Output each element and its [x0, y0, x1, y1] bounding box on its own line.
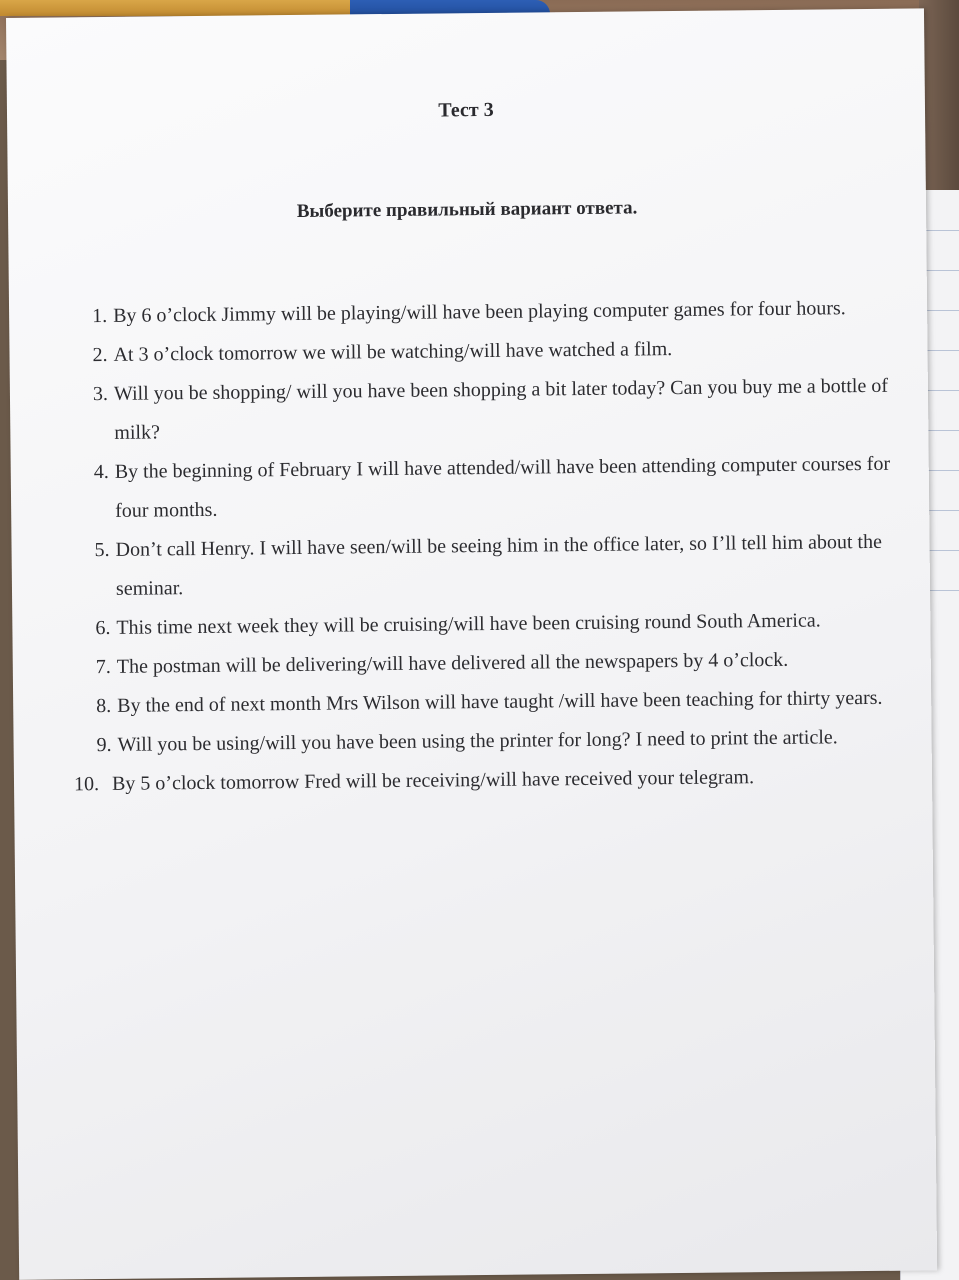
question-text: At 3 o’clock tomorrow we will be watching/will have watched a film.: [113, 338, 673, 366]
question-number: 8.: [96, 694, 112, 718]
question-list: [69, 289, 914, 805]
question-item: [71, 523, 912, 610]
pencil: [0, 0, 360, 16]
question-number: 3.: [92, 382, 109, 406]
question-item: [70, 367, 911, 454]
question-text: By the beginning of February I will have attended/will have been attending computer courses for four months.: [114, 452, 891, 522]
question-text: By the end of next month Mrs Wilson will have taught /will have been teaching for thirty years.: [117, 686, 883, 717]
question-number: 2.: [92, 343, 108, 367]
question-number: 9.: [96, 733, 112, 757]
question-number: 6.: [95, 616, 111, 640]
instruction: Выберите правильный вариант ответа.: [296, 197, 638, 222]
question-item: [74, 757, 914, 805]
question-text: The postman will be delivering/will have delivered all the newspapers by 4 o’clock.: [116, 648, 789, 678]
question-number: 4.: [93, 460, 109, 484]
question-number: 5.: [94, 538, 110, 562]
question-number: 7.: [95, 655, 111, 679]
question-text: By 6 o’clock Jimmy will be playing/will have been playing computer games for four hours.: [113, 297, 846, 327]
question-text: Don’t call Henry. I will have seen/will be seeing him in the office later, so I’ll tell him about the seminar.: [115, 530, 883, 600]
question-text: Will you be shopping/ will you have been shopping a bit later today? Can you buy me a bottle of milk?: [113, 374, 889, 444]
question-text: This time next week they will be cruising/will have been cruising round South America.: [116, 609, 821, 639]
page-title: Тест 3: [438, 98, 494, 122]
question-item: [71, 445, 912, 532]
question-text: By 5 o’clock tomorrow Fred will be receiving/will have received your telegram.: [111, 766, 755, 795]
test-sheet: [6, 8, 937, 1280]
question-number: 10.: [73, 773, 100, 796]
question-text: Will you be using/will you have been using the printer for long? I need to print the article.: [117, 726, 838, 756]
question-number: 1.: [92, 304, 108, 328]
